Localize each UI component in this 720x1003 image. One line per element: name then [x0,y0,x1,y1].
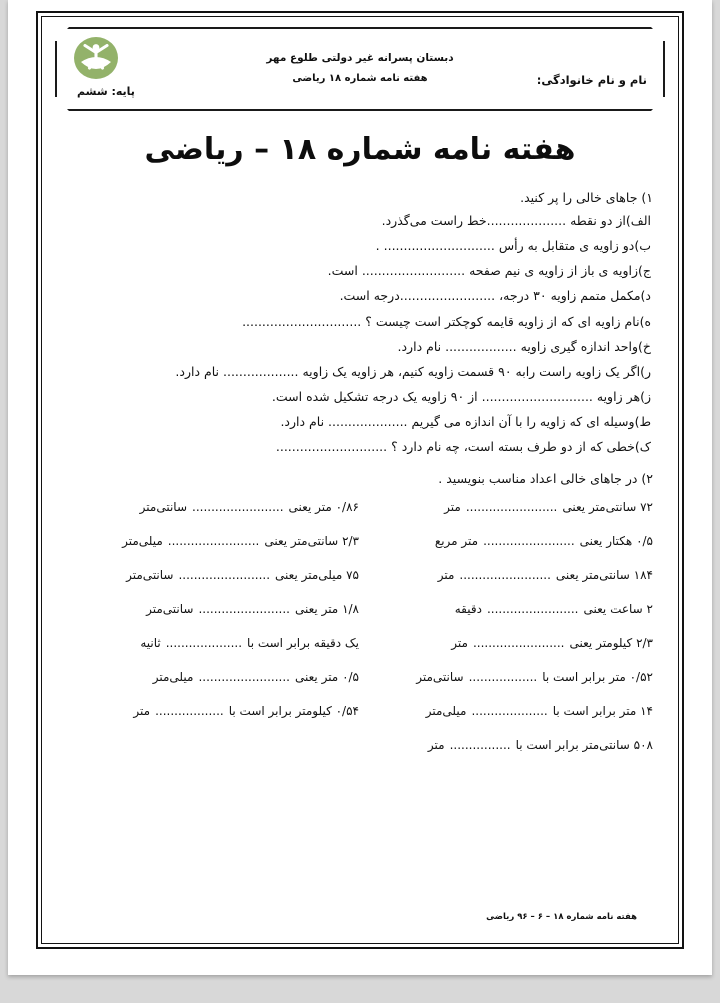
conversion-cell-left [55,534,365,548]
item-text-after: از ۹۰ زاویه یک درجه تشکیل شده است. [271,388,482,404]
answer-blank[interactable]: ........................ [472,636,565,651]
item-text-after: درجه است. [339,288,400,304]
conversion-unit: متر [437,568,455,583]
answer-blank[interactable]: ........................ [483,534,575,549]
item-text-after: خط راست می‌گذرد. [381,213,487,228]
answer-blank[interactable]: .................. [468,670,538,685]
grade-label: پایه: ششم [77,85,135,98]
header-content [55,27,665,111]
conversion-cell-right [365,704,665,718]
conversion-unit: متر [133,704,151,719]
conversion-row [55,500,665,514]
conversion-row [55,636,665,650]
answer-blank[interactable]: .................... [486,213,567,228]
item-label: ج) [638,263,651,279]
item-text-after: . [375,238,384,254]
item-text-after: نام دارد. [280,414,329,429]
page-footer: هفته نامه شماره ۱۸ – ۶ – ۹۶ ریاضی [486,912,637,922]
conversion-cell-left [55,602,365,616]
conversion-cell-right [365,568,665,582]
item-label: د) [640,288,651,304]
item-text-before: زاویه ی باز از زاویه ی نیم صفحه [465,263,639,279]
item-text-after: است. [327,263,362,279]
question-1-heading: ۱) جاهای خالی را پر کنید. [520,190,653,205]
conversion-value: یک دقیقه برابر است با [247,636,359,651]
question-1-item [55,340,665,353]
answer-blank[interactable]: .......................... [361,263,466,279]
conversion-value: ۰/۸۶ متر یعنی [288,500,359,515]
item-text-before: هر زاویه [592,388,641,404]
answer-blank[interactable]: ........................ [198,670,290,685]
conversion-value: ۰/۵۲ متر برابر است با [542,670,653,685]
conversion-cell-right [365,500,665,514]
answer-blank[interactable]: .................. [155,704,224,719]
item-text-before: مکمل متمم زاویه ۳۰ درجه، [495,288,641,304]
conversion-unit: میلی‌متر [425,704,467,719]
item-label: ر) [640,363,651,379]
answer-blank[interactable]: .................... [328,414,408,429]
answer-blank[interactable]: ........................ [192,500,284,515]
conversion-cell-right [365,602,665,616]
item-label: ه) [639,313,651,329]
answer-blank[interactable]: .................... [165,636,243,651]
question-1-item [55,440,665,453]
conversion-value: ۰/۵ متر یعنی [295,670,359,685]
question-2-grid [55,500,665,752]
conversion-cell-left [55,500,365,514]
answer-blank[interactable]: .............................. [242,313,362,329]
conversion-cell-left [55,738,365,752]
question-1-item [55,415,665,428]
conversion-unit: میلی‌متر [122,534,163,549]
answer-blank[interactable]: ........................ [178,568,271,583]
conversion-cell-right [365,738,665,752]
item-text-before: وسیله ای که زاویه را با آن اندازه می گیریم [407,414,635,429]
answer-blank[interactable]: .................... [471,704,548,719]
conversion-value: ۱۸۴ سانتی‌متر یعنی [555,568,653,583]
conversion-unit: سانتی‌متر [416,670,464,685]
conversion-cell-left [55,568,365,582]
conversion-cell-left [55,670,365,684]
conversion-row [55,568,665,582]
item-text-before: خطی که از دو طرف بسته است، چه نام دارد ؟ [387,439,635,455]
question-1-item [55,315,665,328]
conversion-cell-right [365,534,665,548]
conversion-unit: متر مربع [434,534,479,549]
answer-blank[interactable]: ........................ [399,288,496,304]
conversion-value: ۱/۸ متر یعنی [295,602,359,617]
question-1-item [55,365,665,378]
answer-blank[interactable]: ............................ [275,439,388,455]
item-label: ط) [634,414,651,429]
answer-blank[interactable]: ........................ [459,568,551,583]
conversion-row [55,704,665,718]
conversion-unit: سانتی‌متر [139,500,187,515]
conversion-value: ۰/۵۴ کیلومتر برابر است با [228,704,359,719]
question-1-item [55,214,665,227]
page-sheet [8,0,712,975]
answer-blank[interactable]: .................. [445,338,517,354]
student-name-field-label[interactable]: نام و نام خانوادگی: [536,73,647,87]
header-subtitle: هفته نامه شماره ۱۸ ریاضی [292,72,428,84]
conversion-value: ۵۰۸ سانتی‌متر برابر است با [515,738,653,753]
answer-blank[interactable]: ................... [223,363,299,379]
answer-blank[interactable]: ........................ [465,500,558,515]
answer-blank[interactable]: ............................ [383,238,495,254]
conversion-cell-left [55,636,365,650]
conversion-unit: متر [427,738,445,753]
item-label: ب) [634,238,651,254]
question-1-item [55,264,665,277]
conversion-cell-right [365,636,665,650]
conversion-row [55,534,665,548]
conversion-row [55,602,665,616]
item-text-after: نام دارد. [397,338,446,354]
conversion-unit: سانتی‌متر [146,602,194,617]
item-text-before: واحد اندازه گیری زاویه [516,338,639,354]
item-label: ک) [634,439,651,455]
conversion-value: ۷۲ سانتی‌متر یعنی [562,500,653,515]
item-text-before: دو زاویه ی متقابل به رأس [494,238,635,254]
page-title: هفته نامه شماره ۱۸ – ریاضی [144,132,576,167]
conversion-cell-right [365,670,665,684]
question-1-item [55,239,665,252]
item-text-before: از دو نقطه [566,213,626,228]
school-name: دبستان پسرانه غیر دولتی طلوع مهر [266,52,454,64]
conversion-value: ۲/۳ کیلومتر یعنی [569,636,653,651]
conversion-value: ۱۴ متر برابر است با [552,704,653,719]
item-text-before: اگر یک زاویه راست رابه ۹۰ قسمت زاویه کنیم، هر زاویه یک زاویه [298,363,641,379]
worksheet-content [55,190,665,772]
conversion-unit: متر [451,636,468,651]
conversion-cell-left [55,704,365,718]
conversion-value: ۰/۵ هکتار یعنی [579,534,653,549]
question-1-item [55,390,665,403]
conversion-unit: دقیقه [454,602,482,617]
answer-blank[interactable]: ........................ [167,534,260,549]
answer-blank[interactable]: ................ [449,738,511,753]
conversion-unit: ثانیه [140,636,161,651]
conversion-value: ۷۵ میلی‌متر یعنی [275,568,359,583]
conversion-unit: سانتی‌متر [126,568,174,583]
question-2-heading: ۲) در جاهای خالی اعداد مناسب بنویسید . [438,471,653,487]
item-label: الف) [625,213,651,228]
item-label: ز) [640,388,651,404]
item-text-before: نام زاویه ای که از زاویه قایمه کوچکتر است چیست ؟ [361,313,640,329]
conversion-value: ۲ ساعت یعنی [583,602,653,617]
header-center-block [55,49,665,88]
conversion-unit: میلی‌متر [152,670,194,685]
answer-blank[interactable]: ............................ [481,388,593,404]
item-label: خ) [638,338,651,354]
item-text-after: نام دارد. [175,363,223,379]
answer-blank[interactable]: ........................ [486,602,579,617]
question-1-list [55,214,665,453]
conversion-row [55,738,665,752]
answer-blank[interactable]: ........................ [198,602,290,617]
question-1-item [55,289,665,302]
conversion-unit: متر [444,500,461,515]
conversion-value: ۲/۳ سانتی‌متر یعنی [264,534,359,549]
conversion-row [55,670,665,684]
